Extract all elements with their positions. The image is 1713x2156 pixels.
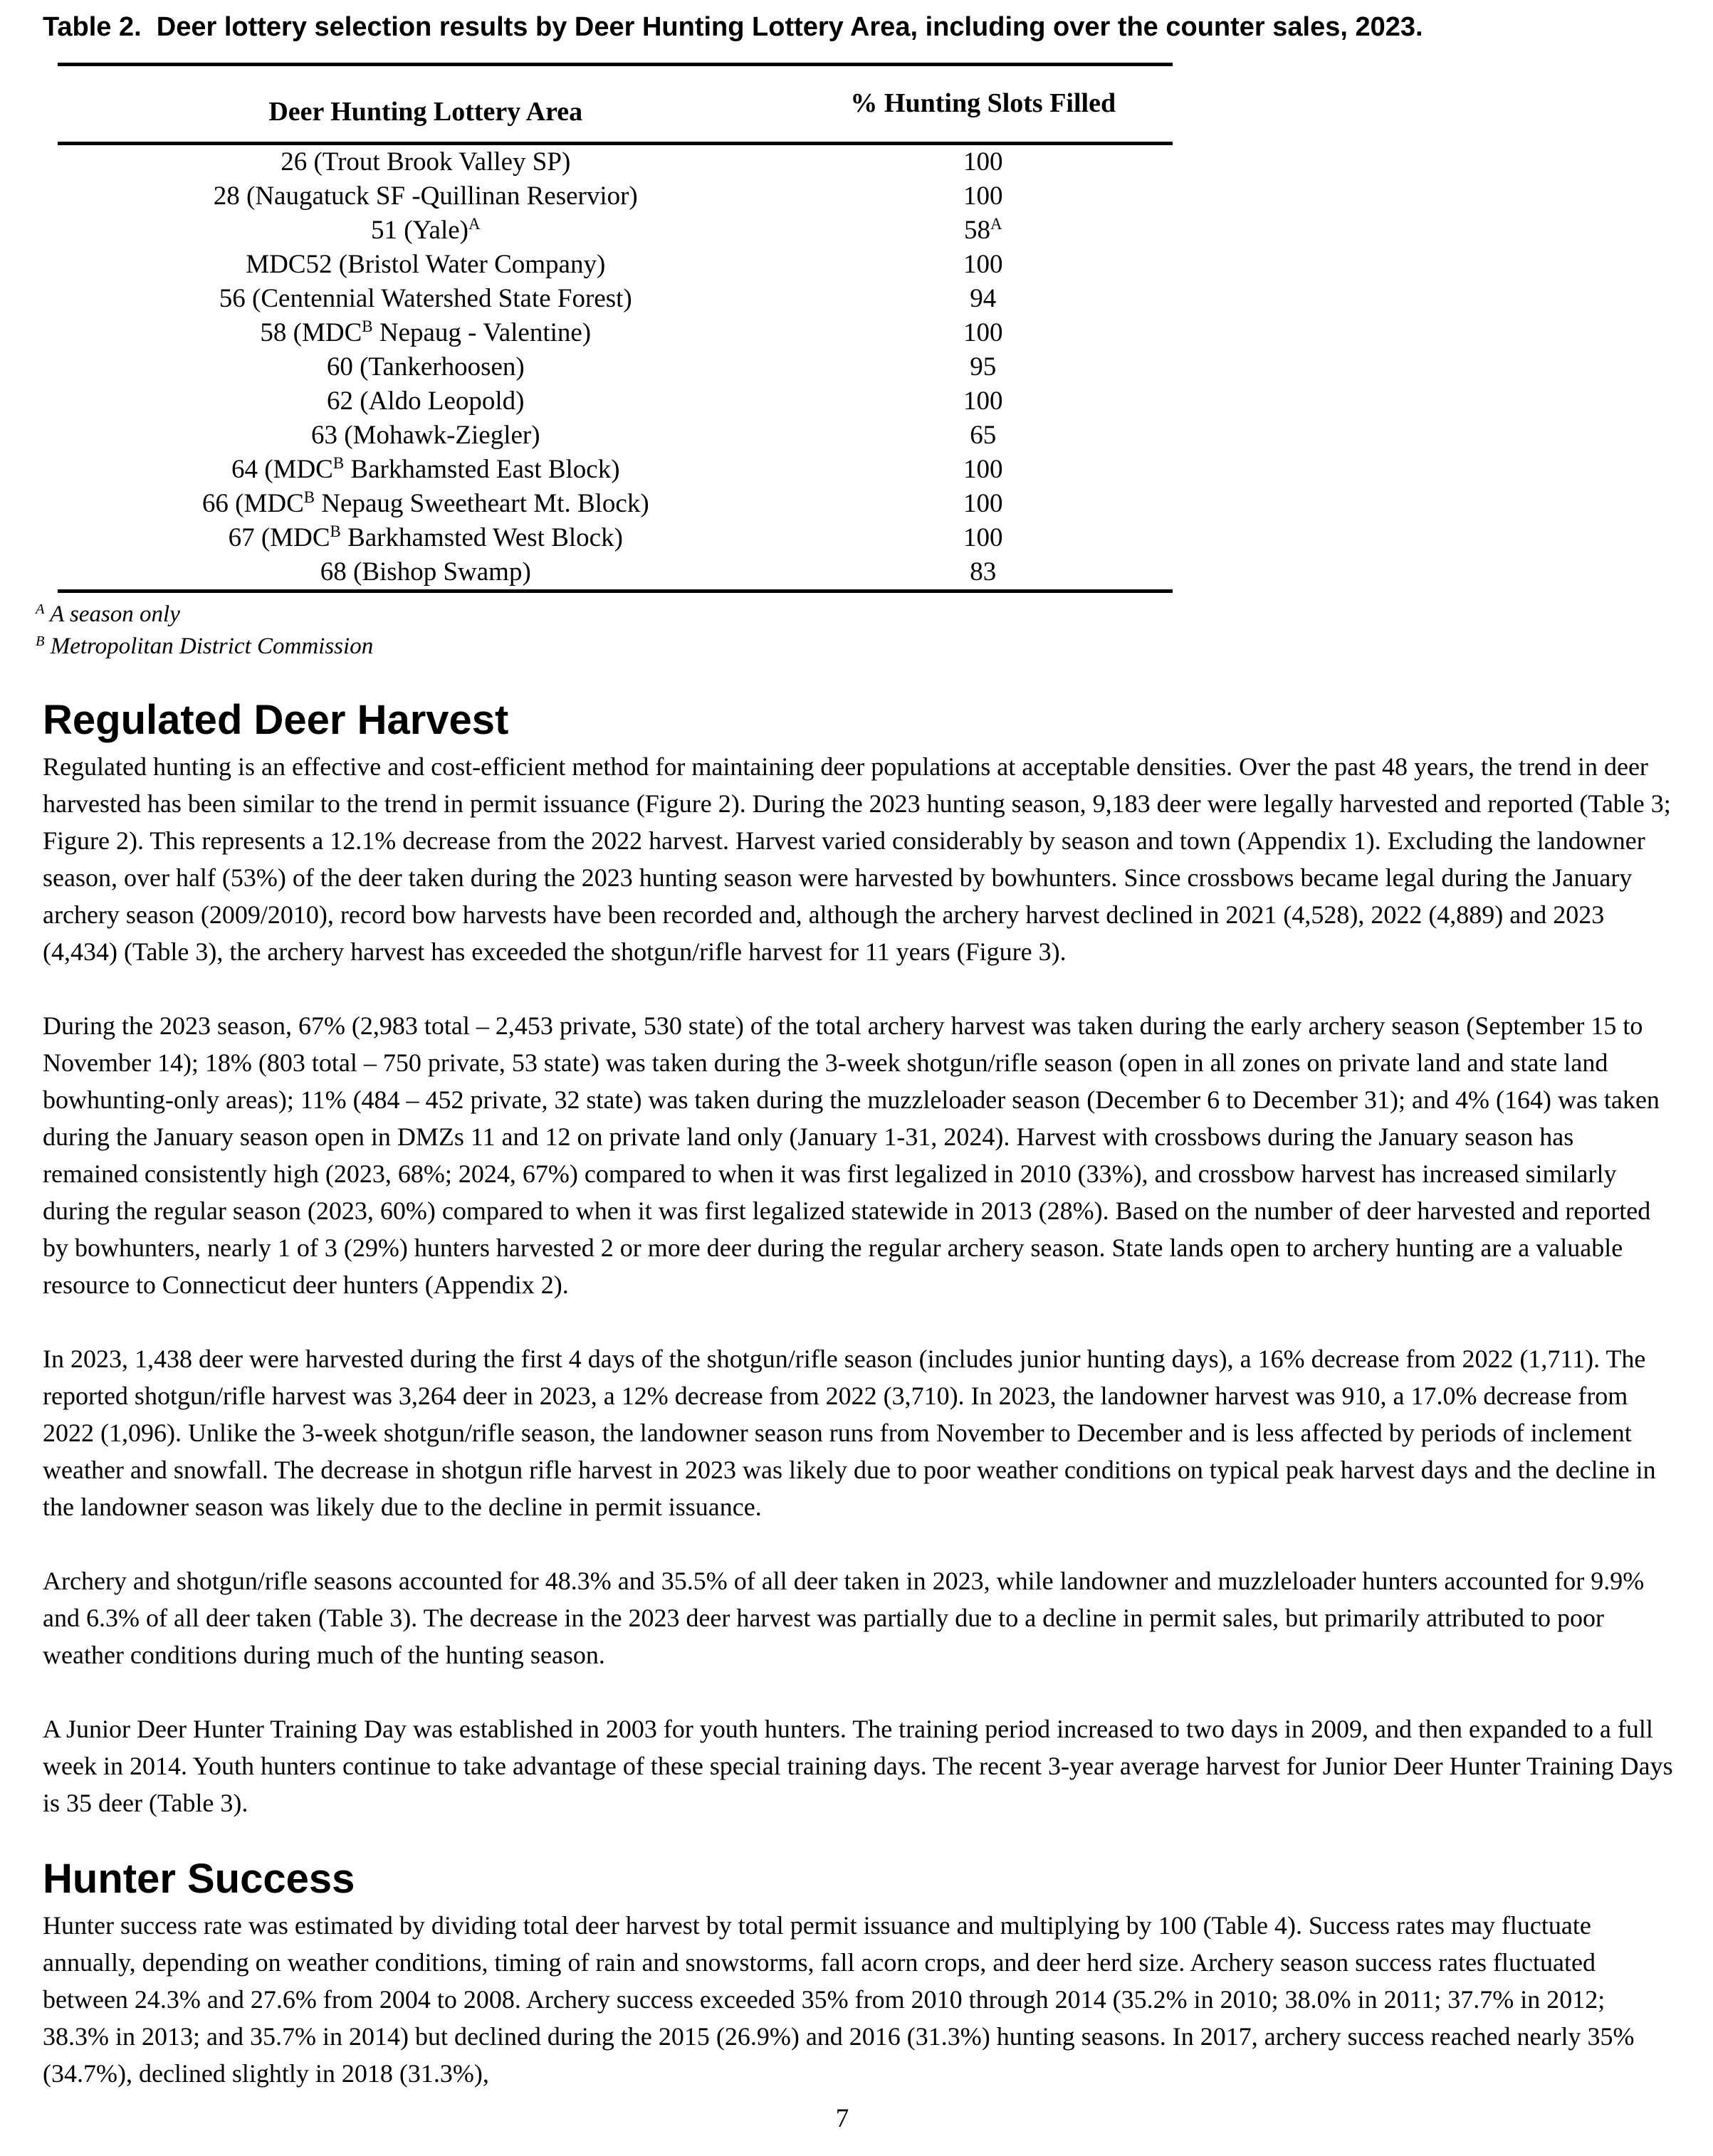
- value-superscript: A: [990, 215, 1002, 233]
- area-superscript: B: [303, 488, 315, 507]
- area-cell: [58, 179, 794, 214]
- table-rule-bottom: [58, 589, 1173, 593]
- footnote: [36, 631, 1673, 663]
- value-cell: [794, 555, 1173, 589]
- area-text: Nepaug - Valentine): [372, 318, 592, 347]
- column-header-area: Deer Hunting Lottery Area: [268, 97, 583, 127]
- value-cell: [794, 316, 1173, 350]
- table-row: [58, 419, 1173, 453]
- page-number: 7: [835, 2104, 849, 2133]
- table-title: Table 2. Deer lottery selection results by Deer Hunting Lottery Area, including over the counter sales, 2023.: [43, 12, 1423, 42]
- paragraph: Hunter success rate was estimated by dividing total deer harvest by total permit issuance and multiplying by 100 (Table 4). Success rates may fluctuate annually, depending on weather conditions, timing of rain and snowstorms, fall acorn crops, and deer herd size. Archery season success rates fluctuated between 24.3% and 27.6% from 2004 to 2008. Archery success exceeded 35% from 2010 through 2014 (35.2% in 2010; 38.0% in 2011; 37.7% in 2012; 38.3% in 2013; and 35.7% in 2014) but declined during the 2015 (26.9%) and 2016 (31.3%) hunting seasons. In 2017, archery success reached nearly 35% (34.7%), declined slightly in 2018 (31.3%),: [43, 1911, 1635, 2088]
- column-header-slots: % Hunting Slots Filled: [850, 88, 1116, 118]
- paragraph: Archery and shotgun/rifle seasons accounted for 48.3% and 35.5% of all deer taken in 2023, while landowner and muzzleloader hunters accounted for 9.9% and 6.3% of all deer taken (Table 3). The decrease in the 2023 deer harvest was partially due to a decline in permit sales, but primarily attributed to poor weather conditions during much of the hunting season.: [43, 1567, 1645, 1669]
- value-text: 100: [963, 455, 1003, 484]
- value-cell: [794, 521, 1173, 555]
- value-text: 100: [963, 182, 1003, 211]
- value-text: 100: [963, 318, 1003, 347]
- area-text: 51 (Yale): [370, 216, 468, 245]
- area-text: Nepaug Sweetheart Mt. Block): [315, 489, 649, 518]
- value-text: 100: [963, 386, 1003, 416]
- table-row: [58, 350, 1173, 384]
- footnote-superscript: A: [36, 601, 45, 617]
- table-row: [58, 248, 1173, 282]
- table-body: [58, 145, 1173, 589]
- table-row: [58, 555, 1173, 589]
- area-text: 26 (Trout Brook Valley SP): [281, 147, 571, 177]
- table-row: [58, 316, 1173, 350]
- table-row: [58, 487, 1173, 521]
- table-row: [58, 521, 1173, 555]
- value-cell: [794, 179, 1173, 214]
- value-text: 58: [963, 216, 990, 245]
- area-superscript: B: [362, 317, 373, 336]
- value-text: 100: [963, 250, 1003, 279]
- value-cell: [794, 384, 1173, 419]
- table-row: [58, 384, 1173, 419]
- area-text: 63 (Mohawk-Ziegler): [310, 421, 540, 450]
- area-text: 67 (MDC: [228, 523, 330, 552]
- value-cell: [794, 248, 1173, 282]
- value-cell: [794, 282, 1173, 316]
- area-text: 28 (Naugatuck SF -Quillinan Reservior): [213, 182, 638, 211]
- area-cell: [58, 453, 794, 487]
- table-row: [58, 453, 1173, 487]
- table-footnotes: [36, 599, 1673, 663]
- table-row: [58, 179, 1173, 214]
- value-cell: [794, 145, 1173, 179]
- value-text: 100: [963, 523, 1003, 552]
- area-superscript: B: [332, 454, 345, 473]
- area-cell: [58, 487, 794, 521]
- paragraph: During the 2023 season, 67% (2,983 total – 2,453 private, 530 state) of the total archery harvest was taken during the early archery season (September 15 to November 14); 18% (803 total – 750 private, 53 state) was taken during the 3-week shotgun/rifle season (open in all zones on private land and state land bowhunting-only areas); 11% (484 – 452 private, 32 state) was taken during the muzzleloader season (December 6 to December 31); and 4% (164) was taken during the January season open in DMZs 11 and 12 on private land only (January 1-31, 2024). Harvest with crossbows during the January season has remained consistently high (2023, 68%; 2024, 67%) compared to when it was first legalized in 2010 (33%), and crossbow harvest has increased similarly during the regular season (2023, 60%) compared to when it was first legalized statewide in 2013 (28%). Based on the number of deer harvested and reported by bowhunters, nearly 1 of 3 (29%) hunters harvested 2 or more deer during the regular archery season. State lands open to archery hunting are a valuable resource to Connecticut deer hunters (Appendix 2).: [43, 1011, 1660, 1299]
- table-header-row: [58, 66, 1173, 142]
- area-cell: [58, 248, 794, 282]
- section-heading-hunter-success: Hunter Success: [43, 1856, 355, 1902]
- area-cell: [58, 521, 794, 555]
- value-text: 100: [963, 489, 1003, 518]
- area-text: Barkhamsted West Block): [340, 523, 623, 552]
- paragraph: A Junior Deer Hunter Training Day was established in 2003 for youth hunters. The training period increased to two days in 2009, and then expanded to a full week in 2014. Youth hunters continue to take advantage of these special training days. The recent 3-year average harvest for Junior Deer Hunter Training Days is 35 deer (Table 3).: [43, 1715, 1673, 1817]
- paragraph: In 2023, 1,438 deer were harvested during the first 4 days of the shotgun/rifle season (includes junior hunting days), a 16% decrease from 2022 (1,711). The reported shotgun/rifle harvest was 3,264 deer in 2023, a 12% decrease from 2022 (3,710). In 2023, the landowner harvest was 910, a 17.0% decrease from 2022 (1,096). Unlike the 3-week shotgun/rifle season, the landowner season runs from November to December and is less affected by periods of inclement weather and snowfall. The decrease in shotgun rifle harvest in 2023 was likely due to poor weather conditions on typical peak harvest days and the decline in the landowner season was likely due to the decline in permit issuance.: [43, 1345, 1656, 1521]
- value-cell: [794, 419, 1173, 453]
- value-text: 65: [970, 421, 997, 450]
- value-text: 94: [970, 284, 997, 313]
- area-text: 58 (MDC: [260, 318, 362, 347]
- footnote-superscript: B: [36, 633, 45, 649]
- value-cell: [794, 487, 1173, 521]
- footnote: [36, 599, 1673, 631]
- footnote-text: A season only: [50, 601, 180, 627]
- area-text: 64 (MDC: [231, 455, 333, 484]
- value-cell: [794, 453, 1173, 487]
- area-text: 62 (Aldo Leopold): [327, 386, 525, 416]
- area-text: 60 (Tankerhoosen): [326, 352, 525, 382]
- table-row: [58, 282, 1173, 316]
- area-superscript: B: [330, 522, 341, 541]
- value-cell: [794, 350, 1173, 384]
- area-cell: [58, 419, 794, 453]
- paragraph: Regulated hunting is an effective and cost-efficient method for maintaining deer populations at acceptable densities. Over the past 48 years, the trend in deer harvested has been similar to the trend in permit issuance (Figure 2). During the 2023 hunting season, 9,183 deer were legally harvested and reported (Table 3; Figure 2). This represents a 12.1% decrease from the 2022 harvest. Harvest varied considerably by season and town (Appendix 1). Excluding the landowner season, over half (53%) of the deer taken during the 2023 hunting season were harvested by bowhunters. Since crossbows became legal during the January archery season (2009/2010), record bow harvests have been recorded and, although the archery harvest declined in 2021 (4,528), 2022 (4,889) and 2023 (4,434) (Table 3), the archery harvest has exceeded the shotgun/rifle harvest for 11 years (Figure 3).: [43, 752, 1671, 966]
- area-text: 56 (Centennial Watershed State Forest): [219, 284, 632, 313]
- area-text: MDC52 (Bristol Water Company): [246, 250, 606, 279]
- table-row: [58, 145, 1173, 179]
- area-cell: [58, 384, 794, 419]
- area-superscript: A: [468, 215, 481, 233]
- area-cell: [58, 316, 794, 350]
- area-cell: [58, 145, 794, 179]
- value-text: 95: [970, 352, 997, 382]
- area-cell: [58, 282, 794, 316]
- value-cell: [794, 214, 1173, 248]
- area-text: 68 (Bishop Swamp): [320, 557, 531, 587]
- footnote-text: Metropolitan District Commission: [50, 633, 374, 659]
- area-text: Barkhamsted East Block): [344, 455, 620, 484]
- area-cell: [58, 350, 794, 384]
- lottery-table: [58, 63, 1173, 593]
- value-text: 100: [963, 147, 1003, 177]
- area-text: 66 (MDC: [201, 489, 304, 518]
- value-text: 83: [970, 557, 997, 587]
- area-cell: [58, 214, 794, 248]
- area-cell: [58, 555, 794, 589]
- section-heading-regulated-deer-harvest: Regulated Deer Harvest: [43, 697, 509, 743]
- table-row: [58, 214, 1173, 248]
